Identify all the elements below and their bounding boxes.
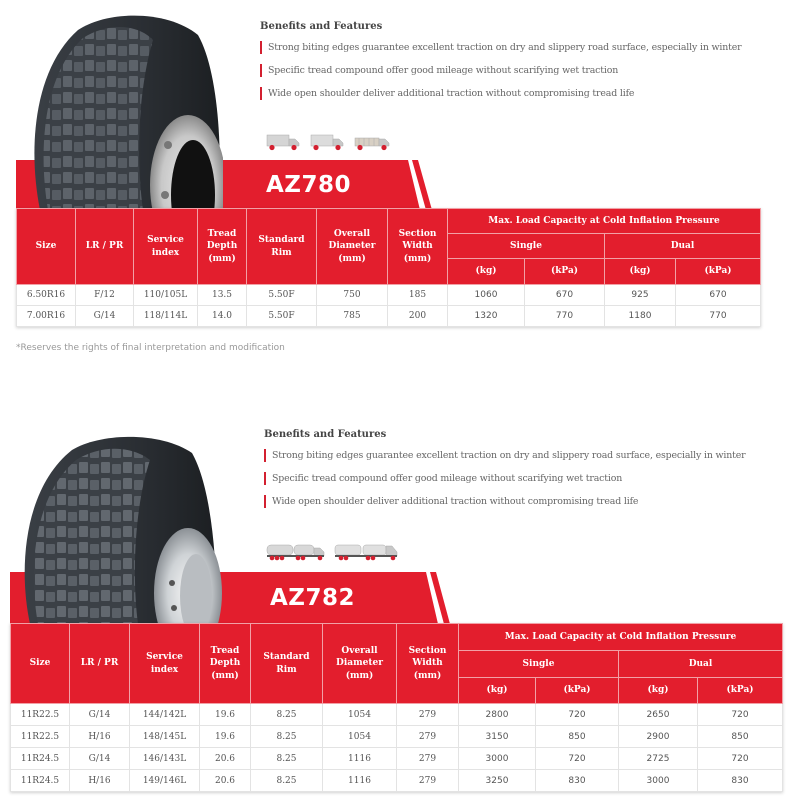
cell-lr-pr: F/12 — [76, 285, 134, 306]
cell-dual-kpa: 850 — [698, 726, 783, 748]
header-text: Tread Depth (mm) — [206, 228, 238, 264]
col-header-single: Single — [459, 651, 619, 678]
cell-service-index: 148/145L — [130, 726, 200, 748]
cell-standard-rim: 8.25 — [251, 770, 323, 792]
cell-dual-kpa: 670 — [676, 285, 761, 306]
feature-item: Specific tread compound offer good mileage without scarifying wet traction — [260, 64, 742, 77]
feature-item: Strong biting edges guarantee excellent traction on dry and slippery road surface, especially in winter — [260, 41, 742, 54]
tanker-truck-icon — [334, 542, 400, 562]
cell-overall-diameter: 1054 — [323, 726, 397, 748]
col-header-dual: Dual — [619, 651, 783, 678]
cell-single-kg: 3000 — [459, 748, 536, 770]
col-header-tread-depth — [198, 209, 247, 285]
cell-service-index: 144/142L — [130, 704, 200, 726]
cell-dual-kg: 2650 — [619, 704, 698, 726]
cell-service-index: 149/146L — [130, 770, 200, 792]
features-list — [260, 21, 742, 110]
spec-table — [16, 208, 761, 327]
cell-overall-diameter: 750 — [317, 285, 388, 306]
cell-lr-pr: G/14 — [76, 306, 134, 327]
col-header-dual-kpa: (kPa) — [698, 678, 783, 704]
col-header-dual-kg: (kg) — [605, 259, 676, 285]
features-list — [264, 429, 746, 518]
col-header-lr-pr: LR / PR — [70, 624, 130, 704]
cell-size: 11R24.5 — [11, 748, 70, 770]
col-header-max-load: Max. Load Capacity at Cold Inflation Pressure — [459, 624, 783, 651]
tire-image — [12, 428, 222, 624]
header-text: Section Width (mm) — [408, 645, 447, 681]
cell-single-kg: 3250 — [459, 770, 536, 792]
col-header-single-kg: (kg) — [459, 678, 536, 704]
cell-tread-depth: 19.6 — [200, 726, 251, 748]
col-header-overall-diameter — [317, 209, 388, 285]
cell-section-width: 279 — [397, 748, 459, 770]
cell-dual-kpa: 720 — [698, 748, 783, 770]
cell-overall-diameter: 1054 — [323, 704, 397, 726]
cell-lr-pr: H/16 — [70, 770, 130, 792]
cell-single-kpa: 720 — [536, 748, 619, 770]
cell-section-width: 279 — [397, 704, 459, 726]
table-row — [17, 306, 761, 327]
cell-size: 11R24.5 — [11, 770, 70, 792]
tire-image — [18, 10, 223, 210]
box-truck-icon — [310, 133, 344, 151]
cell-tread-depth: 19.6 — [200, 704, 251, 726]
cell-dual-kpa: 770 — [676, 306, 761, 327]
cell-section-width: 279 — [397, 726, 459, 748]
cell-tread-depth: 20.6 — [200, 748, 251, 770]
col-header-service-index — [134, 209, 198, 285]
col-header-single-kpa: (kPa) — [525, 259, 605, 285]
cell-single-kg: 1320 — [448, 306, 525, 327]
table-row — [11, 726, 783, 748]
cell-section-width: 200 — [388, 306, 448, 327]
cell-service-index: 146/143L — [130, 748, 200, 770]
cell-service-index: 110/105L — [134, 285, 198, 306]
col-header-tread-depth — [200, 624, 251, 704]
col-header-section-width — [397, 624, 459, 704]
box-truck-icon — [266, 133, 300, 151]
col-header-single-kg: (kg) — [448, 259, 525, 285]
cell-standard-rim: 5.50F — [247, 285, 317, 306]
flatbed-truck-icon — [354, 133, 390, 151]
table-row — [17, 285, 761, 306]
table-row — [11, 704, 783, 726]
cell-dual-kg: 2900 — [619, 726, 698, 748]
col-header-service-index — [130, 624, 200, 704]
cell-dual-kpa: 720 — [698, 704, 783, 726]
header-text: Standard Rim — [258, 235, 305, 258]
cell-dual-kg: 3000 — [619, 770, 698, 792]
cell-single-kpa: 850 — [536, 726, 619, 748]
cell-size: 11R22.5 — [11, 726, 70, 748]
table-row — [11, 770, 783, 792]
cell-lr-pr: G/14 — [70, 748, 130, 770]
cell-standard-rim: 5.50F — [247, 306, 317, 327]
cell-single-kpa: 720 — [536, 704, 619, 726]
cell-size: 6.50R16 — [17, 285, 76, 306]
cell-section-width: 185 — [388, 285, 448, 306]
cell-tread-depth: 13.5 — [198, 285, 247, 306]
cell-dual-kg: 1180 — [605, 306, 676, 327]
col-header-lr-pr: LR / PR — [76, 209, 134, 285]
header-text: Section Width (mm) — [398, 228, 437, 264]
cell-tread-depth: 20.6 — [200, 770, 251, 792]
cell-size: 7.00R16 — [17, 306, 76, 327]
cell-lr-pr: H/16 — [70, 726, 130, 748]
model-name: AZ782 — [270, 585, 355, 611]
col-header-standard-rim — [247, 209, 317, 285]
model-name: AZ780 — [266, 172, 351, 198]
col-header-standard-rim — [251, 624, 323, 704]
header-text: Standard Rim — [263, 652, 310, 675]
cell-standard-rim: 8.25 — [251, 726, 323, 748]
spec-table — [10, 623, 783, 792]
feature-item: Wide open shoulder deliver additional traction without compromising tread life — [260, 87, 742, 100]
cell-overall-diameter: 1116 — [323, 748, 397, 770]
cell-tread-depth: 14.0 — [198, 306, 247, 327]
header-text: Overall Diameter (mm) — [336, 645, 383, 681]
col-header-size: Size — [17, 209, 76, 285]
cell-service-index: 118/114L — [134, 306, 198, 327]
features-title: Benefits and Features — [260, 21, 383, 32]
header-text: Service index — [146, 652, 183, 675]
cell-dual-kpa: 830 — [698, 770, 783, 792]
col-header-dual-kpa: (kPa) — [676, 259, 761, 285]
col-header-single-kpa: (kPa) — [536, 678, 619, 704]
cell-section-width: 279 — [397, 770, 459, 792]
vehicle-icons — [266, 542, 400, 562]
table-row — [11, 748, 783, 770]
feature-item: Specific tread compound offer good mileage without scarifying wet traction — [264, 472, 746, 485]
cell-single-kpa: 770 — [525, 306, 605, 327]
cell-standard-rim: 8.25 — [251, 704, 323, 726]
cell-dual-kg: 925 — [605, 285, 676, 306]
cell-overall-diameter: 1116 — [323, 770, 397, 792]
features-title: Benefits and Features — [264, 429, 387, 440]
cell-lr-pr: G/14 — [70, 704, 130, 726]
cell-size: 11R22.5 — [11, 704, 70, 726]
col-header-dual-kg: (kg) — [619, 678, 698, 704]
col-header-overall-diameter — [323, 624, 397, 704]
cell-single-kg: 1060 — [448, 285, 525, 306]
header-text: Overall Diameter (mm) — [328, 228, 376, 264]
vehicle-icons — [266, 133, 390, 151]
cell-dual-kg: 2725 — [619, 748, 698, 770]
feature-item: Strong biting edges guarantee excellent traction on dry and slippery road surface, especially in winter — [264, 449, 746, 462]
feature-item: Wide open shoulder deliver additional traction without compromising tread life — [264, 495, 746, 508]
cell-single-kg: 3150 — [459, 726, 536, 748]
col-header-dual: Dual — [605, 234, 761, 259]
col-header-max-load: Max. Load Capacity at Cold Inflation Pressure — [448, 209, 761, 234]
disclaimer-note: *Reserves the rights of final interpretation and modification — [16, 343, 285, 353]
header-text: Tread Depth (mm) — [209, 645, 241, 681]
product-section-az782 — [0, 408, 800, 800]
col-header-section-width — [388, 209, 448, 285]
col-header-size: Size — [11, 624, 70, 704]
cell-single-kpa: 670 — [525, 285, 605, 306]
header-text: Service index — [147, 235, 184, 258]
cell-single-kpa: 830 — [536, 770, 619, 792]
tanker-truck-icon — [266, 542, 326, 562]
col-header-single: Single — [448, 234, 605, 259]
cell-single-kg: 2800 — [459, 704, 536, 726]
cell-overall-diameter: 785 — [317, 306, 388, 327]
cell-standard-rim: 8.25 — [251, 748, 323, 770]
